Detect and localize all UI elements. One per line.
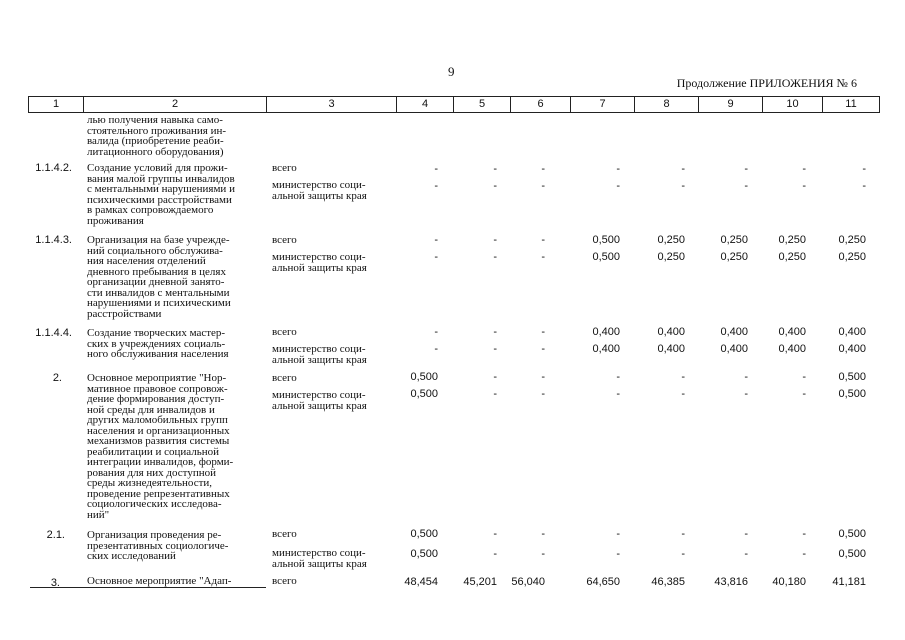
value-cell: - <box>434 343 438 355</box>
value-cell: 0,250 <box>838 251 866 263</box>
row-name: Создание условий для прожи- вания малой группы инвалидов с ментальными нарушениями и психическими расстройствами в рамках сопровождаемого проживания <box>87 162 235 227</box>
value-cell: - <box>802 371 806 383</box>
value-cell: - <box>493 528 497 540</box>
value-cell: 0,400 <box>657 326 685 338</box>
value-cell: - <box>744 388 748 400</box>
value-cell: 41,181 <box>832 576 866 588</box>
value-cell: 0,500 <box>838 371 866 383</box>
value-cell: 0,500 <box>838 548 866 560</box>
value-cell: - <box>434 326 438 338</box>
value-cell: - <box>616 388 620 400</box>
value-cell: 0,400 <box>592 326 620 338</box>
value-cell: 43,816 <box>714 576 748 588</box>
value-cell: - <box>493 548 497 560</box>
row-source: министерство соци- альной защиты края <box>272 547 367 570</box>
value-cell: - <box>744 528 748 540</box>
value-cell: 0,500 <box>592 251 620 263</box>
value-cell: - <box>493 251 497 263</box>
row-source: всего <box>272 326 297 338</box>
value-cell: - <box>744 163 748 175</box>
value-cell: - <box>681 371 685 383</box>
value-cell: - <box>493 326 497 338</box>
row-code: 2.1. <box>46 529 65 541</box>
value-cell: 0,400 <box>657 343 685 355</box>
value-cell: - <box>541 371 545 383</box>
value-cell: 48,454 <box>404 576 438 588</box>
row-code: 1.1.4.3. <box>35 234 72 246</box>
value-cell: 0,400 <box>720 343 748 355</box>
value-cell: 0,500 <box>410 388 438 400</box>
value-cell: 56,040 <box>511 576 545 588</box>
value-cell: - <box>744 548 748 560</box>
value-cell: 0,250 <box>720 234 748 246</box>
value-cell: 0,250 <box>720 251 748 263</box>
appendix-label: Продолжение ПРИЛОЖЕНИЯ № 6 <box>676 76 857 90</box>
value-cell: 0,250 <box>778 251 806 263</box>
value-cell: 0,250 <box>838 234 866 246</box>
value-cell: - <box>434 163 438 175</box>
value-cell: - <box>616 371 620 383</box>
page-number: 9 <box>448 64 455 79</box>
row-source: министерство соци- альной защиты края <box>272 389 367 412</box>
column-header: 2 <box>83 97 266 112</box>
value-cell: - <box>802 528 806 540</box>
row-name: Основное мероприятие "Адап- <box>87 575 232 587</box>
column-header: 9 <box>698 97 762 112</box>
continued-text: лью получения навыка само- стоятельного проживания ин- валида (приобретение реаби- литационного оборудования) <box>87 114 227 158</box>
value-cell: - <box>434 251 438 263</box>
column-header: 7 <box>570 97 634 112</box>
value-cell: - <box>681 388 685 400</box>
row-name: Создание творческих мастер- ских в учреждениях социаль- ного обслуживания населения <box>87 327 229 360</box>
value-cell: 0,500 <box>592 234 620 246</box>
value-cell: 46,385 <box>651 576 685 588</box>
value-cell: - <box>541 326 545 338</box>
value-cell: 0,500 <box>410 528 438 540</box>
value-cell: - <box>681 163 685 175</box>
value-cell: - <box>744 180 748 192</box>
value-cell: 0,400 <box>778 326 806 338</box>
bottom-rule <box>30 587 266 588</box>
value-cell: - <box>434 234 438 246</box>
row-code: 1.1.4.4. <box>35 327 72 339</box>
value-cell: - <box>541 528 545 540</box>
row-source: всего <box>272 372 297 384</box>
value-cell: - <box>862 163 866 175</box>
value-cell: - <box>802 388 806 400</box>
row-name: Организация проведения ре- презентативных социологиче- ских исследований <box>87 529 229 562</box>
row-code: 3. <box>50 577 60 589</box>
value-cell: 45,201 <box>463 576 497 588</box>
value-cell: - <box>616 548 620 560</box>
value-cell: - <box>541 548 545 560</box>
table-header <box>28 96 880 113</box>
column-header: 8 <box>634 97 698 112</box>
row-source: всего <box>272 234 297 246</box>
value-cell: 0,250 <box>657 251 685 263</box>
value-cell: 0,500 <box>838 528 866 540</box>
column-header: 4 <box>396 97 453 112</box>
value-cell: - <box>862 180 866 192</box>
column-header: 1 <box>52 98 60 110</box>
value-cell: 0,400 <box>838 343 866 355</box>
value-cell: 0,400 <box>838 326 866 338</box>
value-cell: - <box>493 343 497 355</box>
value-cell: - <box>616 180 620 192</box>
row-source: всего <box>272 528 297 540</box>
column-header: 3 <box>266 97 396 112</box>
row-source: всего <box>272 162 297 174</box>
value-cell: - <box>541 234 545 246</box>
value-cell: - <box>541 163 545 175</box>
value-cell: 40,180 <box>772 576 806 588</box>
row-source: министерство соци- альной защиты края <box>272 179 367 202</box>
value-cell: - <box>681 180 685 192</box>
value-cell: 0,500 <box>410 371 438 383</box>
value-cell: - <box>493 163 497 175</box>
value-cell: - <box>541 388 545 400</box>
column-header: 10 <box>762 97 822 112</box>
column-header: 5 <box>453 97 510 112</box>
row-source: министерство соци- альной защиты края <box>272 343 367 366</box>
column-header: 6 <box>510 97 570 112</box>
value-cell: - <box>744 371 748 383</box>
value-cell: - <box>616 163 620 175</box>
column-header: 11 <box>822 97 879 112</box>
value-cell: 0,500 <box>838 388 866 400</box>
value-cell: - <box>681 548 685 560</box>
row-source: министерство соци- альной защиты края <box>272 251 367 274</box>
value-cell: 0,400 <box>720 326 748 338</box>
value-cell: 0,250 <box>657 234 685 246</box>
value-cell: - <box>802 548 806 560</box>
value-cell: - <box>493 371 497 383</box>
value-cell: - <box>681 528 685 540</box>
row-source: всего <box>272 575 297 587</box>
value-cell: - <box>434 180 438 192</box>
value-cell: - <box>493 180 497 192</box>
value-cell: 0,250 <box>778 234 806 246</box>
row-name: Основное мероприятие "Нор- мативное правовое сопровож- дение формирования доступ- ной среды для инвалидов и других маломобильных групп населения и организационных механизмов развития системы реабилитации и социальной интеграции инвалидов, форми- рования для них доступной среды жизнедеятельности, проведение репрезентативных социологических исследова- ний" <box>87 372 234 521</box>
value-cell: 0,500 <box>410 548 438 560</box>
value-cell: - <box>616 528 620 540</box>
value-cell: - <box>541 343 545 355</box>
value-cell: 0,400 <box>778 343 806 355</box>
row-name: Организация на базе учрежде- ний социального обслужива- ния населения отделений дневного пребывания в целях организации дневной занято- сти инвалидов с ментальными нарушениями и психическими расстройствами <box>87 234 231 320</box>
value-cell: - <box>493 388 497 400</box>
value-cell: - <box>541 251 545 263</box>
value-cell: - <box>493 234 497 246</box>
value-cell: - <box>541 180 545 192</box>
value-cell: - <box>802 180 806 192</box>
row-code: 1.1.4.2. <box>35 162 72 174</box>
value-cell: 0,400 <box>592 343 620 355</box>
value-cell: 64,650 <box>586 576 620 588</box>
value-cell: - <box>802 163 806 175</box>
row-code: 2. <box>52 372 62 384</box>
